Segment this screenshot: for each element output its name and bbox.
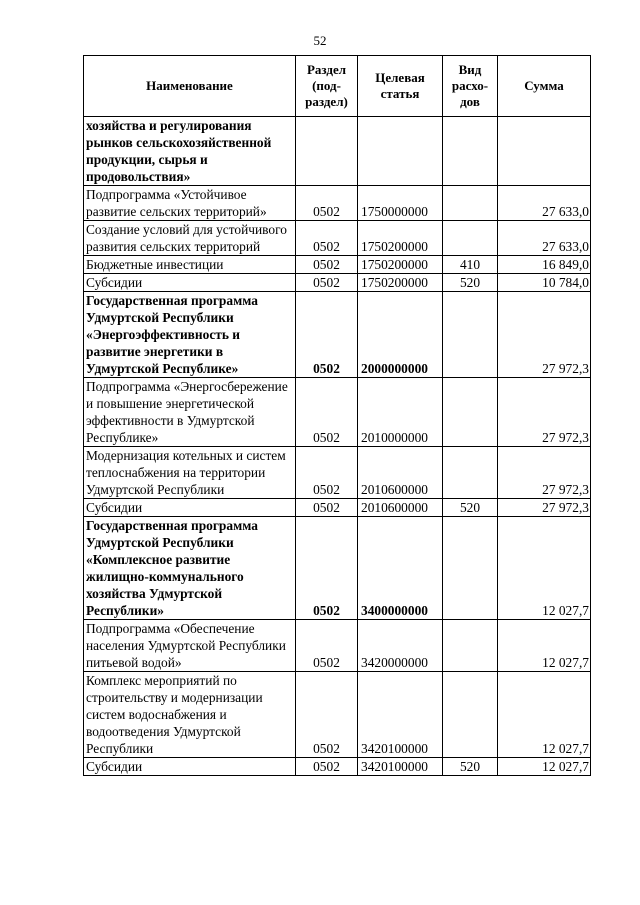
budget-table [83, 55, 591, 776]
table-row [84, 256, 591, 274]
cell-target: 1750000000 [358, 186, 443, 221]
cell-target: 3420000000 [358, 620, 443, 672]
cell-expense: 410 [443, 256, 498, 274]
cell-expense [443, 517, 498, 620]
cell-target: 2000000000 [358, 292, 443, 378]
cell-name: хозяйства и регулирования рынков сельскохозяйственной продукции, сырья и продовольствия» [84, 117, 296, 186]
header-expense: Вид расхо-дов [443, 56, 498, 117]
cell-target: 2010600000 [358, 499, 443, 517]
cell-target [358, 117, 443, 186]
table-row [84, 378, 591, 447]
cell-expense [443, 447, 498, 499]
table-row [84, 274, 591, 292]
page-number: 52 [313, 33, 327, 48]
cell-target: 2010600000 [358, 447, 443, 499]
cell-name: Бюджетные инвестиции [84, 256, 296, 274]
table-row [84, 117, 591, 186]
table-row [84, 221, 591, 256]
cell-sum: 10 784,0 [498, 274, 591, 292]
cell-section: 0502 [296, 378, 358, 447]
cell-name: Комплекс мероприятий по строительству и модернизации систем водоснабжения и водоотведения Удмуртской Республики [84, 672, 296, 758]
cell-section: 0502 [296, 292, 358, 378]
cell-sum: 12 027,7 [498, 758, 591, 776]
table-row [84, 292, 591, 378]
cell-sum: 27 972,3 [498, 447, 591, 499]
cell-sum: 27 972,3 [498, 378, 591, 447]
cell-name: Субсидии [84, 499, 296, 517]
cell-expense [443, 117, 498, 186]
cell-name: Субсидии [84, 758, 296, 776]
cell-name: Подпрограмма «Устойчивое развитие сельских территорий» [84, 186, 296, 221]
cell-section: 0502 [296, 517, 358, 620]
table-row [84, 499, 591, 517]
cell-expense [443, 292, 498, 378]
cell-expense: 520 [443, 274, 498, 292]
cell-expense [443, 672, 498, 758]
cell-name: Субсидии [84, 274, 296, 292]
cell-target: 1750200000 [358, 221, 443, 256]
cell-target: 3420100000 [358, 672, 443, 758]
header-name: Наименование [84, 56, 296, 117]
header-sum: Сумма [498, 56, 591, 117]
cell-target: 3400000000 [358, 517, 443, 620]
cell-section: 0502 [296, 758, 358, 776]
table-row [84, 517, 591, 620]
cell-name: Модернизация котельных и систем теплоснабжения на территории Удмуртской Республики [84, 447, 296, 499]
cell-section: 0502 [296, 186, 358, 221]
cell-expense: 520 [443, 499, 498, 517]
cell-section: 0502 [296, 620, 358, 672]
cell-sum: 12 027,7 [498, 672, 591, 758]
cell-expense [443, 378, 498, 447]
cell-sum: 16 849,0 [498, 256, 591, 274]
table-row [84, 758, 591, 776]
cell-expense [443, 620, 498, 672]
cell-sum: 12 027,7 [498, 517, 591, 620]
cell-target: 1750200000 [358, 256, 443, 274]
table-row [84, 447, 591, 499]
cell-target: 2010000000 [358, 378, 443, 447]
cell-name: Государственная программа Удмуртской Республики «Комплексное развитие жилищно-коммунального хозяйства Удмуртской Республики» [84, 517, 296, 620]
table-body [84, 117, 591, 776]
cell-sum: 27 633,0 [498, 186, 591, 221]
table-row [84, 186, 591, 221]
cell-sum: 27 972,3 [498, 499, 591, 517]
header-section: Раздел (под-раздел) [296, 56, 358, 117]
table-row [84, 620, 591, 672]
cell-name: Государственная программа Удмуртской Республики «Энергоэффективность и развитие энергетики в Удмуртской Республике» [84, 292, 296, 378]
cell-expense: 520 [443, 758, 498, 776]
cell-sum: 27 972,3 [498, 292, 591, 378]
cell-expense [443, 186, 498, 221]
cell-expense [443, 221, 498, 256]
table-row [84, 672, 591, 758]
cell-sum: 12 027,7 [498, 620, 591, 672]
cell-target: 3420100000 [358, 758, 443, 776]
cell-section [296, 117, 358, 186]
cell-sum [498, 117, 591, 186]
cell-section: 0502 [296, 499, 358, 517]
cell-section: 0502 [296, 256, 358, 274]
cell-section: 0502 [296, 672, 358, 758]
cell-sum: 27 633,0 [498, 221, 591, 256]
cell-name: Создание условий для устойчивого развития сельских территорий [84, 221, 296, 256]
cell-section: 0502 [296, 274, 358, 292]
table-header-row [84, 56, 591, 117]
cell-name: Подпрограмма «Энергосбережение и повышение энергетической эффективности в Удмуртской Республике» [84, 378, 296, 447]
cell-name: Подпрограмма «Обеспечение населения Удмуртской Республики питьевой водой» [84, 620, 296, 672]
cell-target: 1750200000 [358, 274, 443, 292]
header-target: Целевая статья [358, 56, 443, 117]
cell-section: 0502 [296, 447, 358, 499]
cell-section: 0502 [296, 221, 358, 256]
